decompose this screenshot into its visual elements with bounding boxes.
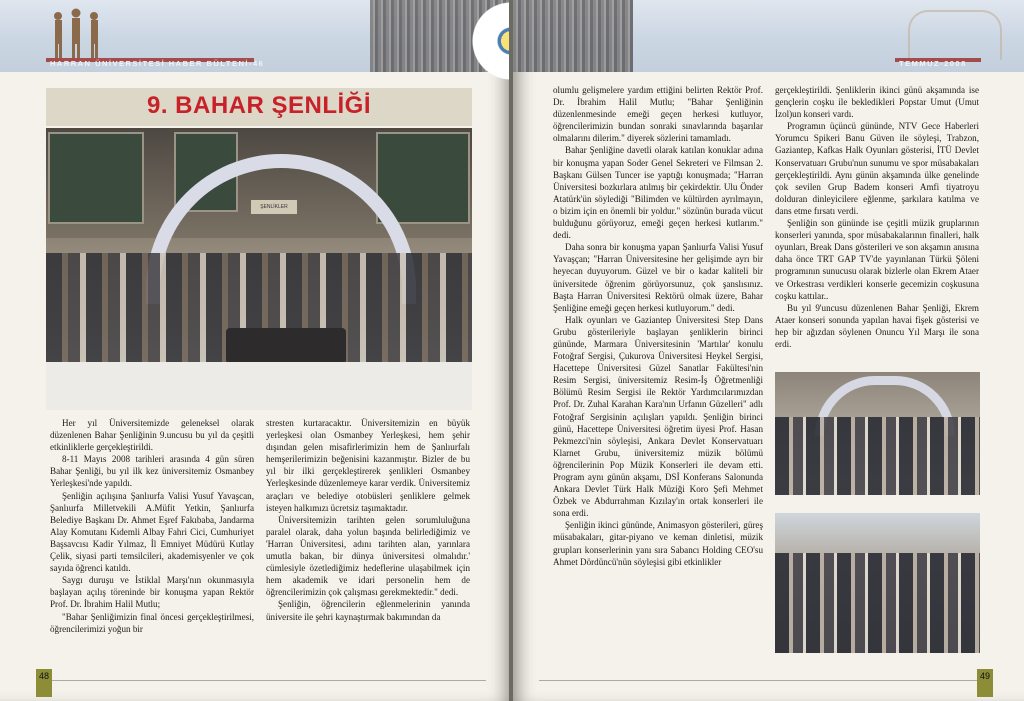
paragraph: 8-11 Mayıs 2008 tarihleri arasında 4 gün süren Bahar Şenliği, bu yıl ilk kez üniversitemiz Osmanbey Yerleşkesi'nde yapıldı. [50,454,254,489]
statue-logo-icon [46,8,106,60]
paragraph: Saygı duruşu ve İstiklal Marşı'nın okunmasıyla başlayan açılış töreninde bir konuşma yapan Rektör Prof. Dr. İbrahim Halil Mutlu; [50,575,254,610]
paragraph: "Bahar Şenliğimizin final öncesi gerçekleştirilmesi, öğrencilerimizi yoğun bir [50,611,254,634]
article-title-box [46,88,472,126]
page-number: 49 [977,669,993,697]
paragraph: Halk oyunları ve Gaziantep Üniversitesi Step Dans Grubu gösterileriyle başlayan şenliklerin birinci gününde, Marmara Üniversitesinin 'Martılar' konulu Fotoğraf Sergisi, Çukurova Üniversitesi Heykel Sergisi, Hacettepe Üniversitesi Güzel Sanatlar Fakültesi'nin Resim Sergisi, üniversitemiz Resim-İş Öğretmenliği Bölümü Resim Sergisi ile Rektör Yardımcılarımızdan Prof. Dr. Zuhal Karahan Kara'nın Urfanın Güzelleri" adlı Fotoğraf Sergisinin açılışları yapıldı. Şenliğin birinci günü, Hacettepe Üniversitesi öğretim üyesi Prof. Hasan Pekmezci'nin söyleşisi, Ankara Devlet Konservatuarı Klarnet Grubu, üniversitemiz müzik bölümü öğrencilerinin Pop Müzik Konserleri ile devam etti. Program aynı günün akşamı, DSİ Konferans Salonunda Ankara Devlet Türk Halk Müziği Koro Şefi Mehmet Özbek ve Abdurrahman Kızılay'ın ortak konserleri ile sona erdi. [553,314,763,519]
paragraph: gerçekleştirildi. Şenliklerin ikinci günü akşamında ise gençlerin coşku ile bekledikleri Popstar Umut (Umut İzol)un konseri vardı. [775,85,979,120]
paragraph: olumlu gelişmelere yardım ettiğini belirten Rektör Prof. Dr. İbrahim Halil Mutlu; "Bahar Şenliğinin düzenlenmesinde emeği geçen herkesi kutluyor, öğrencilerimizin bundan sonraki sınavlarında başarılar olmalarını dilerim." diyerek sözlerini tamamladı. [553,85,763,144]
campus-visit-photo [775,513,980,653]
photo-sign: ŞENLİKLER [251,200,297,214]
paragraph: Programın üçüncü gününde, NTV Gece Haberleri Yorumcu Spikeri Banu Güven ile söyleşi, Trabzon, Gaziantep, Kafkas Halk Oyunları gösterisi, İTÜ Devlet Konservatuarı Grubu'nun sunumu ve spor müsabakaları gerçekleştirildi. Aynı günün akşamında ülke genelinde çok sevilen Grup Badem konseri Amfi tiyatroyu dolduran dinleyicilere eğlenme, şarkılara katılma ve dans etme fırsatı verdi. [775,121,979,216]
paragraph: stresten kurtaracaktır. Üniversitemizin en büyük yerleşkesi olan Osmanbey Yerleşkesi, hem şehir dışından gelen misafirlerimizin hem de Şanlıurfalı hemşerilerimizin beğenisini kazanmıştır. Bizler de bu yıl bir ilki gerçekleştirerek şenlikleri Osmanbey Yerleşkesinde düzenlemeye karar verdik. Üniversitemiz araçları ve belediye otobüsleri şenliklere gelmek isteyen halkımızı ücretsiz taşımaktadır. [266,418,470,513]
paragraph: Her yıl Üniversitemizde geleneksel olarak düzenlenen Bahar Şenliğinin 9.uncusu bu yıl da çeşitli etkinliklerle gerçekleştirildi. [50,418,254,453]
article-column-2 [266,417,470,623]
paragraph: Şenliğin ikinci gününde, Animasyon gösterileri, güreş müsabakaları, gitar-piyano ve keman dinletisi, müzik grupları konserlerinin yanı sıra Sabancı Holding CEO'su Ahmet Dördüncü'nün söyleşisi gibi etkinlikler [553,520,763,567]
left-page [0,0,511,701]
article-column-4 [775,84,979,350]
issue-date: TEMMUZ-2008 [899,59,967,68]
paragraph: Üniversitemizin tarihten gelen sorumluluğuna paralel olarak, daha yolun başında belirlediğimiz ve 'Harran Üniversitesi, adını tarihten alan, yarınlara umutla bakan, bir dünya üniversitesi olmalıdır.' cümlesiyle özetlediğimiz hedeflerine ulaşabilmek için hem akademik ve idari personelin hem de öğrencilerimizin çok çalışması gerekmektedir." dedi. [266,514,470,598]
page-title: 9. BAHAR ŞENLİĞİ [146,92,372,119]
page-number: 48 [36,669,52,697]
header-crowd-photo [513,0,633,72]
paragraph: Şenliğin son gününde ise çeşitli müzik gruplarının konserleri yanında, spor müsabakalarının finalleri, halk oyunları, Break Dans gösterileri ve son akşamın anısına daha önce TRT GAP TV'de yayınlanan Türkü Şöleni programının sunucusu olarak bizlerle olan Ekrem Ataer ve Orkestrası verdikleri konserle gecemizin coşkusuna coşku kattılar.. [775,218,979,301]
article-column-3 [553,84,763,568]
paragraph: Şenliğin açılışına Şanlıurfa Valisi Yusuf Yavaşcan, Şanlıurfa Milletvekili A.Müfit Yetkin, Şanlıurfa Belediye Başkanı Dr. Ahmet Eşref Fakıbaba, Jandarma Alay Komutanı Kıdemli Albay Fahri Cici, Cumhuriyet Başsavcısı Kadir Yılmaz, İl Emniyet Müdürü Kutlay Çelik, siyasi parti temsilcileri, akademisyenler ve çok sayıda öğrenci katıldı. [50,490,254,574]
bulletin-header-text: HARRAN ÜNİVERSİTESİ HABER BÜLTENİ-46 [50,59,265,68]
university-logo-icon [908,10,1002,60]
paragraph: Bu yıl 9'uncusu düzenlenen Bahar Şenliği, Ekrem Ataer konseri sonunda yapılan havai fişek gösterisi ve hep bir ağızdan söylenen Onuncu Yıl Marşı ile sona erdi. [775,302,979,349]
paragraph: Bahar Şenliğine davetli olarak katılan konuklar adına bir konuşma yapan Soder Genel Sekreteri ve Filmsan 2. Başkanı Gülsen Tuncer ise yaptığı konuşmada; "Harran Üniversitesi bozkırlara atılmış bir çekirdektir. Ulu Önder Atatürk'ün söylediği "Bilimden ve kültürden ayrılmayın, o bizim için en önemli bir yoldur." sözünün burada vücut bulduğunu görüyoruz, emeği geçen herkesi kutlarım." dedi. [553,145,763,241]
right-page [513,0,1024,701]
paragraph: Daha sonra bir konuşma yapan Şanlıurfa Valisi Yusuf Yavaşçan; "Harran Üniversitesine her gelişimde ayrı bir heyecan duyuyorum. Güzel ve bir o kadar kaliteli bir üniversitede öğrenim görüyorsunuz, çok şanslısınız. Başta Harran Üniversitesi Rektörü olmak üzere, Bahar Şenliğine emeği geçen herkesi kutluyorum." dedi. [553,242,763,313]
paragraph: Şenliğin, öğrencilerin eğlenmelerinin yanında üniversite ile şehri kaynaştırmak bakımından da [266,599,470,622]
opening-ceremony-photo [46,128,472,410]
article-column-1 [50,417,254,635]
dignitaries-group-photo [775,372,980,495]
